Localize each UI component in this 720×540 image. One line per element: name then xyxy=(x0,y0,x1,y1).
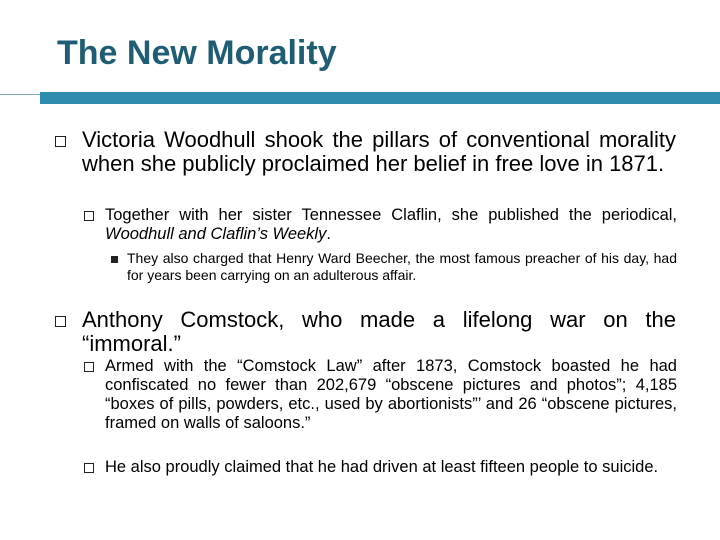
hollow-square-bullet-icon xyxy=(84,362,94,372)
hollow-square-bullet-icon xyxy=(55,316,66,327)
title-accent-bar xyxy=(40,92,720,104)
solid-square-bullet-icon xyxy=(111,256,118,263)
bullet-comstock: Anthony Comstock, who made a lifelong war on the “immoral.” xyxy=(82,307,676,356)
hollow-square-bullet-icon xyxy=(84,463,94,473)
bullet-weekly-text: Together with her sister Tennessee Claflin, she published the periodical, xyxy=(105,206,677,224)
slide-title: The New Morality xyxy=(57,34,337,72)
periodical-title: Woodhull and Claflin’s Weekly xyxy=(105,225,327,243)
bullet-weekly xyxy=(105,206,677,244)
bullet-beecher: They also charged that Henry Ward Beecher, the most famous preacher of his day, had for years been carrying on an adulterous affair. xyxy=(127,250,677,283)
bullet-weekly-end: . xyxy=(326,225,331,243)
hollow-square-bullet-icon xyxy=(55,136,66,147)
bullet-woodhull: Victoria Woodhull shook the pillars of conventional morality when she publicly proclaimed her belief in free love in 1871. xyxy=(82,127,676,176)
hollow-square-bullet-icon xyxy=(84,211,94,221)
bullet-comstock-law: Armed with the “Comstock Law” after 1873, Comstock boasted he had confiscated no fewer than 202,679 “obscene pictures and photos”; 4,185 “boxes of pills, powders, etc., used by abortionists”’ and 26 “obscene pictures, framed on walls of saloons.” xyxy=(105,357,677,432)
bullet-suicide: He also proudly claimed that he had driven at least fifteen people to suicide. xyxy=(105,458,659,476)
